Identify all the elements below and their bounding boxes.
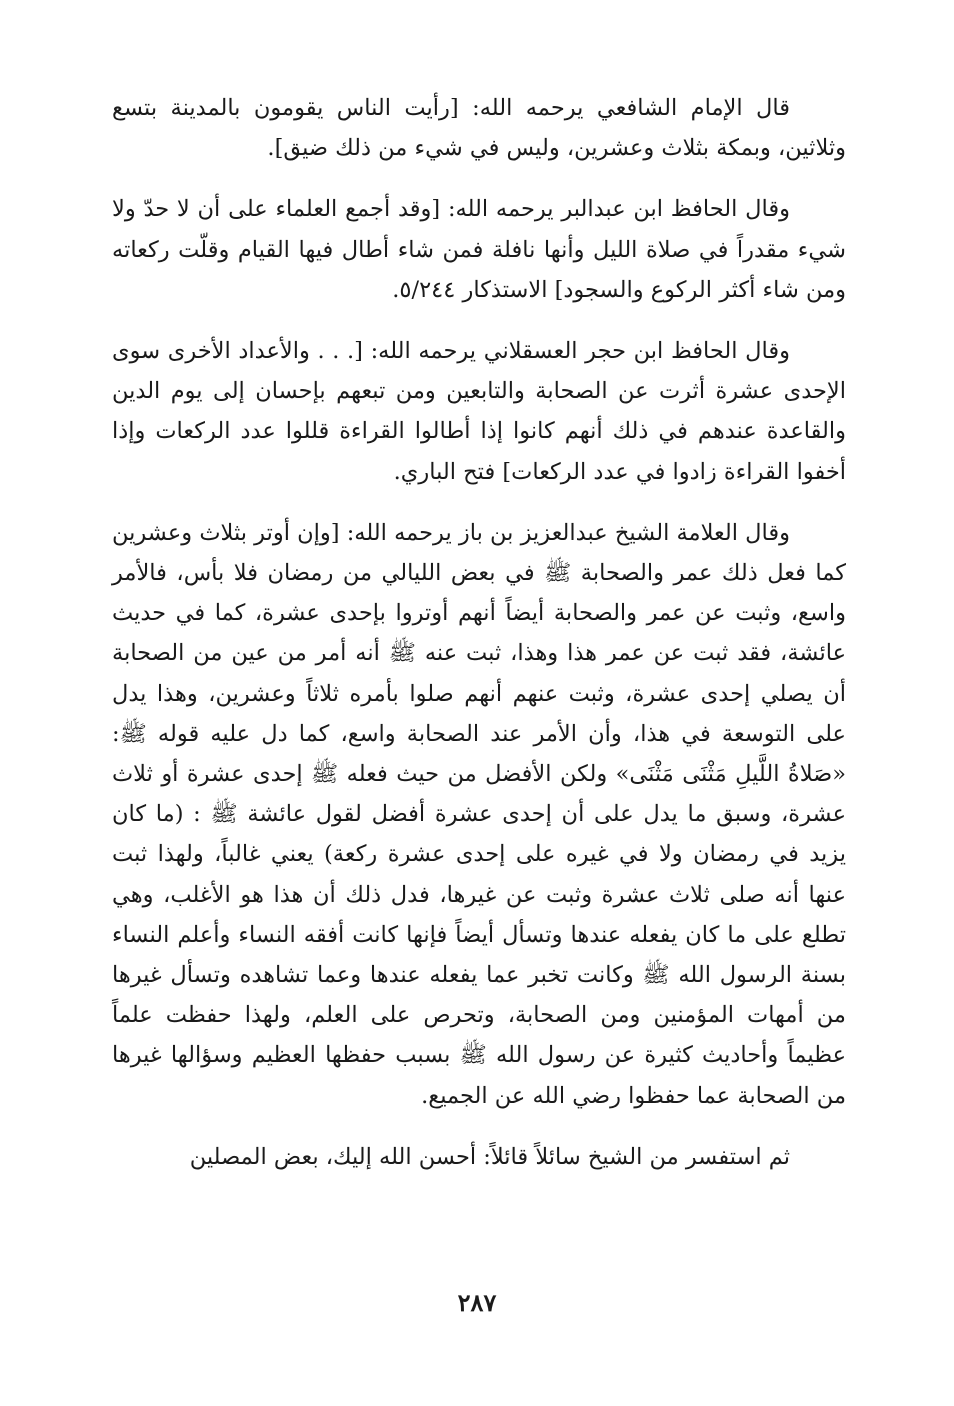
- paragraph-ibn-hajar: وقال الحافظ ابن حجر العسقلاني يرحمه الله: [. . . والأعداد الأخرى سوى الإحدى عشرة أثرت عن الصحابة والتابعين ومن تبعهم بإحسان إلى يوم الدين والقاعدة عندهم في ذلك أنهم كانوا إذا أطالوا القراءة قللوا عدد الركعات وإذا أخفوا القراءة زادوا في عدد الركعات] فتح الباري.: [112, 338, 846, 485]
- paragraph-ibn-baz: وقال العلامة الشيخ عبدالعزيز بن باز يرحمه الله: [وإن أوتر بثلاث وعشرين كما فعل ذلك عمر والصحابة ﷺ في بعض الليالي من رمضان فلا بأس، فالأمر واسع، وثبت عن عمر والصحابة أيضاً أنهم أوتروا بإحدى عشرة، كما في حديث عائشة، فقد ثبت عن عمر هذا وهذا، ثبت عنه ﷺ أنه أمر من عين من الصحابة أن يصلي إحدى عشرة، وثبت عنهم أنهم صلوا بأمره ثلاثاً وعشرين، وهذا يدل على التوسعة في هذا، وأن الأمر عند الصحابة واسع، كما دل عليه قوله ﷺ: «صَلاةُ اللَّيلِ مَثْنَى مَثْنَى» ولكن الأفضل من حيث فعله ﷺ إحدى عشرة أو ثلاث عشرة، وسبق ما يدل على أن إحدى عشرة أفضل لقول عائشة ﷺ : (ما كان يزيد في رمضان ولا في غيره على إحدى عشرة ركعة) يعني غالباً، ولهذا ثبت عنها أنه صلى ثلاث عشرة وثبت عن غيرها، فدل ذلك أن هذا هو الأغلب، وهي تطلع على ما كان يفعله عندها وتسأل أيضاً فإنها كانت أفقه النساء وأعلم النساء بسنة الرسول الله ﷺ وكانت تخبر عما يفعله عندها وعما تشاهده وتسأل غيرها من أمهات المؤمنين ومن الصحابة، وتحرص على العلم، ولهذا حفظت علماً عظيماً وأحاديث كثيرة عن رسول الله ﷺ بسبب حفظها العظيم وسؤالها غيرها من الصحابة عما حفظوا رضي الله عن الجميع.: [112, 519, 847, 1109]
- paragraph-question: ثم استفسر من الشيخ سائلاً قائلاً: أحسن الله إليك، بعض المصلين: [189, 1143, 790, 1170]
- paragraph-shafii: قال الإمام الشافعي يرحمه الله: [رأيت الناس يقومون بالمدينة بتسع وثلاثين، وبمكة بثلاث وعشرين، وليس في شيء من ذلك ضيق].: [112, 95, 846, 162]
- page-body: [112, 88, 846, 1198]
- page-number: ٢٨٧: [457, 1288, 497, 1317]
- paragraph-ibn-abdulbarr: وقال الحافظ ابن عبدالبر يرحمه الله: [وقد أجمع العلماء على أن لا حدّ ولا شيء مقدراً في صلاة الليل وأنها نافلة فمن شاء أطال فيها القيام وقلّت ركعاته ومن شاء أكثر الركوع والسجود] الاستذكار ٥/٢٤٤.: [112, 196, 846, 303]
